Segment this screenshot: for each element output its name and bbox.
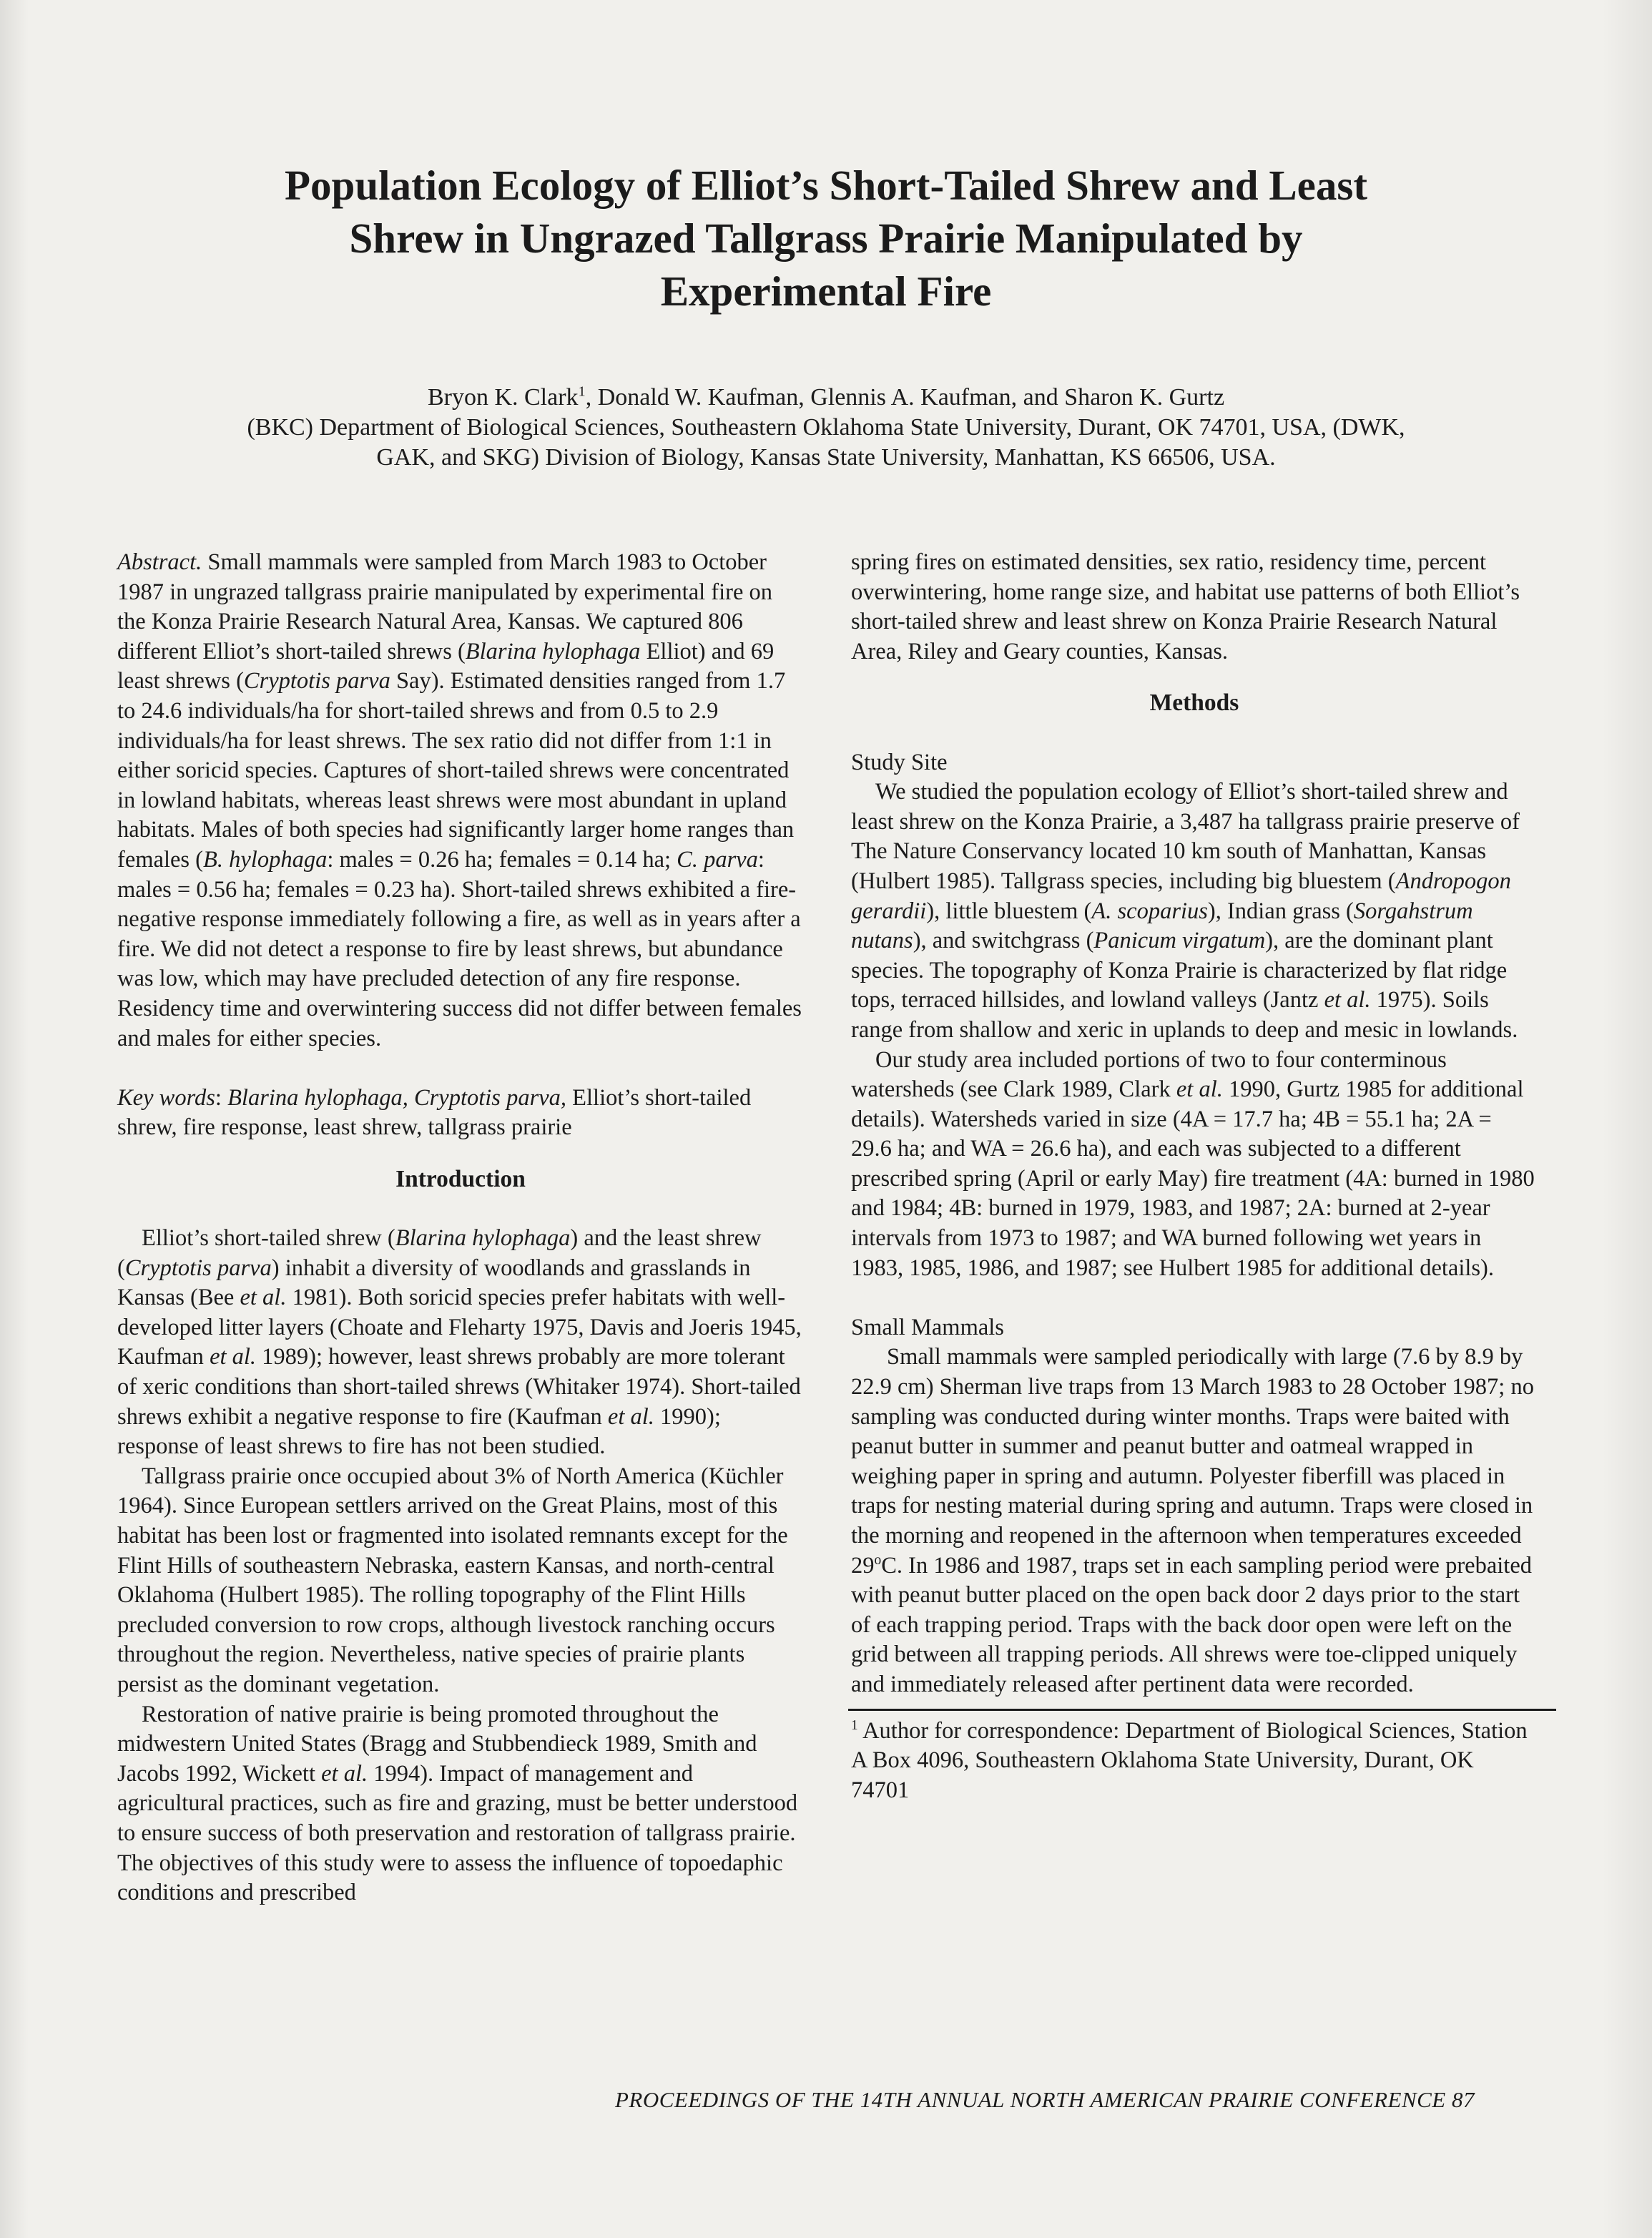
right-column xyxy=(851,548,1538,1805)
small-mammals-heading: Small Mammals xyxy=(851,1314,1004,1340)
study-site-paragraph-2: Our study area included portions of two to four conterminous watersheds (see Clark 1989, Clark et al. 1990, Gurtz 1985 for additional details). Watersheds varied in size (4A = 17.7 ha; 4B = 55.1 ha; 2A = 29.6 ha; and WA = 26.6 ha), and each was subjected to a different prescribed spring (April or early May) fire treatment (4A: burned in 1980 and 1984; 4B: burned in 1979, 1983, and 1987; 2A: burned at 2-year intervals from 1973 to 1987; and WA burned following wet years in 1983, 1985, 1986, and 1987; see Hulbert 1985 for additional details). xyxy=(851,1046,1535,1281)
study-site-paragraph-1: We studied the population ecology of Elliot’s short-tailed shrew and least shrew on the Konza Prairie, a 3,487 ha tallgrass prairie preserve of The Nature Conservancy located 10 km south of Manhattan, Kansas (Hulbert 1985). Tallgrass species, including big bluestem (Andropogon gerardii), little bluestem (A. scoparius), Indian grass (Sorgahstrum nutans), and switchgrass (Panicum virgatum), are the dominant plant species. The topography of Konza Prairie is characterized by flat ridge tops, terraced hillsides, and lowland valleys (Jantz et al. 1975). Soils range from shallow and xeric in uplands to deep and mesic in lowlands. xyxy=(851,779,1520,1043)
other-authors: , Donald W. Kaufman, Glennis A. Kaufman, and Sharon K. Gurtz xyxy=(585,384,1225,411)
abstract: Abstract. Small mammals were sampled from March 1983 to October 1987 in ungrazed tallgrass prairie manipulated by experimental fire on the Konza Prairie Research Natural Area, Kansas. We captured 806 different Elliot’s short-tailed shrews (Blarina hylophaga Elliot) and 69 least shrews (Cryptotis parva Say). Estimated densities ranged from 1.7 to 24.6 individuals/ha for short-tailed shrews and from 0.5 to 2.9 individuals/ha for least shrews. The sex ratio did not differ from 1:1 in either soricid species. Captures of short-tailed shrews were concentrated in lowland habitats, whereas least shrews were most abundant in upland habitats. Males of both species had significantly larger home ranges than females (B. hylophaga: males = 0.26 ha; females = 0.14 ha; C. parva: males = 0.56 ha; females = 0.23 ha). Short-tailed shrews exhibited a fire-negative response immediately following a fire, as well as in years after a fire. We did not detect a response to fire by least shrews, but abundance was low, which may have precluded detection of any fire response. Residency time and overwintering success did not differ between females and males for either species. xyxy=(117,549,802,1051)
intro-continuation: spring fires on estimated densities, sex ratio, residency time, percent overwintering, home range size, and habitat use patterns of both Elliot’s short-tailed shrew and least shrew on Konza Prairie Research Natural Area, Riley and Geary counties, Kansas. xyxy=(851,549,1520,664)
intro-paragraph-1: Elliot’s short-tailed shrew (Blarina hylophaga) and the least shrew (Cryptotis parva) inhabit a diversity of woodlands and grasslands in Kansas (Bee et al. 1981). Both soricid species prefer habitats with well-developed litter layers (Choate and Fleharty 1975, Davis and Joeris 1945, Kaufman et al. 1989); however, least shrews probably are more tolerant of xeric conditions than short-tailed shrews (Whitaker 1974). Short-tailed shrews exhibit a negative response to fire (Kaufman et al. 1990); response of least shrews to fire has not been studied. xyxy=(117,1225,802,1460)
authors-block xyxy=(114,383,1538,473)
methods-heading: Methods xyxy=(1149,689,1239,717)
title-line-1: Population Ecology of Elliot’s Short-Tailed Shrew and Least xyxy=(285,162,1367,209)
left-column xyxy=(117,548,804,1908)
first-author: Bryon K. Clark xyxy=(427,384,579,411)
introduction-heading: Introduction xyxy=(395,1165,526,1192)
title-line-3: Experimental Fire xyxy=(660,268,992,315)
author-list xyxy=(114,383,1538,413)
title-line-2: Shrew in Ungrazed Tallgrass Prairie Manipulated by xyxy=(349,215,1303,262)
keywords: Key words: Blarina hylophaga, Cryptotis parva, Elliot’s short-tailed shrew, fire response, least shrew, tallgrass prairie xyxy=(117,1084,752,1141)
degree-mark: o xyxy=(874,1552,882,1568)
footnote-divider xyxy=(848,1709,1556,1711)
small-mammals-paragraph: Small mammals were sampled periodically with large (7.6 by 8.9 by 22.9 cm) Sherman live traps from 13 March 1983 to 28 October 1987; no sampling was conducted during winter months. Traps were baited with peanut butter in summer and peanut butter and oatmeal wrapped in weighing paper in spring and autumn. Polyester fiberfill was placed in traps for nesting material during spring and autumn. Traps were closed in the morning and reopened in the afternoon when temperatures exceeded 29$^o$C. In 1986 and 1987, traps set in each sampling period were prebaited with peanut butter placed on the open back door 2 days prior to the start of each trapping period. Traps with the back door open were left on the grid between all trapping periods. All shrews were toe-clipped uniquely and immediately released after pertinent data were recorded. xyxy=(851,1344,1534,1697)
page-shadow-right xyxy=(1602,0,1652,2238)
keywords-label: Key words xyxy=(117,1084,215,1111)
affiliation-line-2: GAK, and SKG) Division of Biology, Kansas State University, Manhattan, KS 66506, USA. xyxy=(376,444,1276,471)
study-site-heading: Study Site xyxy=(851,749,948,775)
footnote-mark: 1 xyxy=(851,1717,858,1733)
author-footnote-mark: 1 xyxy=(578,383,586,400)
running-footer: PROCEEDINGS OF THE 14TH ANNUAL NORTH AMERICAN PRAIRIE CONFERENCE 87 xyxy=(615,2087,1475,2112)
affiliation-line-1: (BKC) Department of Biological Sciences, Southeastern Oklahoma State University, Durant, OK 74701, USA, (DWK, xyxy=(247,414,1405,441)
footnote: $^1$ Author for correspondence: Department of Biological Sciences, Station A Box 4096, Southeastern Oklahoma State University, Durant, OK 74701 xyxy=(851,1717,1528,1803)
abstract-label: Abstract. xyxy=(117,549,202,575)
intro-paragraph-3: Restoration of native prairie is being promoted throughout the midwestern United States (Bragg and Stubbendieck 1989, Smith and Jacobs 1992, Wickett et al. 1994). Impact of management and agricultural practices, such as fire and grazing, must be better understood to ensure success of both preservation and restoration of tallgrass prairie. The objectives of this study were to assess the influence of topoedaphic conditions and prescribed xyxy=(117,1701,798,1906)
intro-paragraph-2: Tallgrass prairie once occupied about 3% of North America (Küchler 1964). Since European settlers arrived on the Great Plains, most of this habitat has been lost or fragmented into isolated remnants except for the Flint Hills of southeastern Nebraska, eastern Kansas, and north-central Oklahoma (Hulbert 1985). The rolling topography of the Flint Hills precluded conversion to row crops, although livestock ranching occurs throughout the region. Nevertheless, native species of prairie plants persist as the dominant vegetation. xyxy=(117,1463,788,1697)
page-shadow-left xyxy=(0,0,29,2238)
paper-title xyxy=(114,159,1538,318)
